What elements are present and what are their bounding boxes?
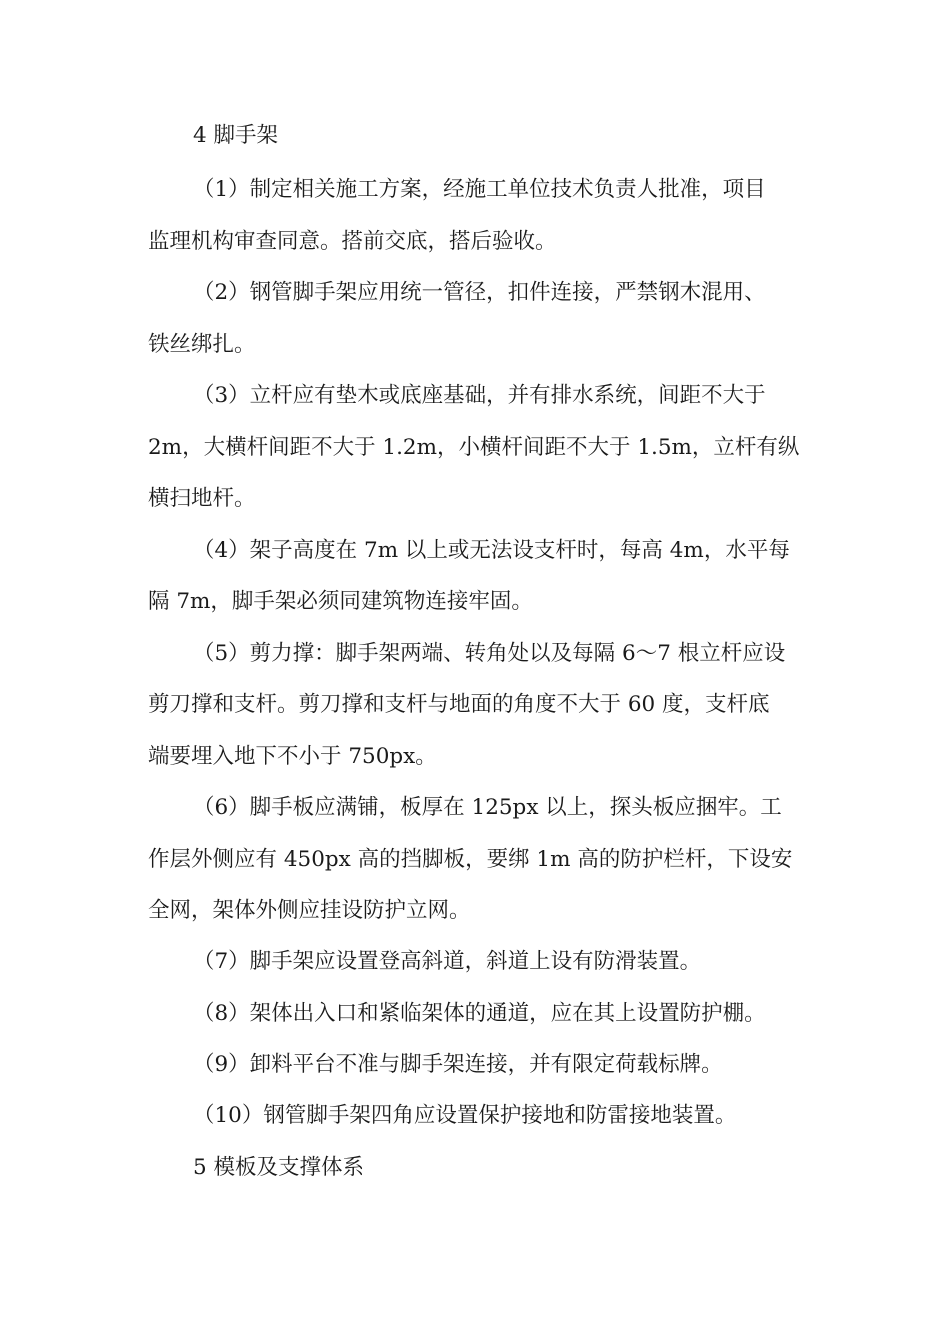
paragraph-10: （10）钢管脚手架四角应设置保护接地和防雷接地装置。 [193, 1103, 737, 1128]
paragraph-5-line-1: （5）剪力撑：脚手架两端、转角处以及每隔 6～7 根立杆应设 [193, 641, 786, 666]
paragraph-5-line-2: 剪刀撑和支杆。剪刀撑和支杆与地面的角度不大于 60 度，支杆底 [148, 692, 770, 717]
paragraph-9: （9）卸料平台不准与脚手架连接，并有限定荷载标牌。 [193, 1052, 723, 1077]
paragraph-3-line-1: （3）立杆应有垫木或底座基础，并有排水系统，间距不大于 [193, 383, 766, 408]
paragraph-6-line-3: 全网，架体外侧应挂设防护立网。 [148, 898, 471, 923]
paragraph-2-line-2: 铁丝绑扎。 [148, 332, 256, 357]
paragraph-1-line-2: 监理机构审查同意。搭前交底，搭后验收。 [148, 229, 557, 254]
section-heading-4: 4 脚手架 [193, 123, 279, 148]
paragraph-6-line-1: （6）脚手板应满铺，板厚在 125px 以上，探头板应捆牢。工 [193, 795, 782, 820]
paragraph-6-line-2: 作层外侧应有 450px 高的挡脚板，要绑 1m 高的防护栏杆，下设安 [148, 847, 793, 872]
paragraph-1-line-1: （1）制定相关施工方案，经施工单位技术负责人批准，项目 [193, 177, 766, 202]
paragraph-5-line-3: 端要埋入地下不小于 750px。 [148, 744, 437, 769]
paragraph-3-line-3: 横扫地杆。 [148, 486, 256, 511]
paragraph-3-line-2: 2m，大横杆间距不大于 1.2m，小横杆间距不大于 1.5m，立杆有纵 [148, 435, 800, 460]
paragraph-2-line-1: （2）钢管脚手架应用统一管径，扣件连接，严禁钢木混用、 [193, 280, 766, 305]
paragraph-4-line-2: 隔 7m，脚手架必须同建筑物连接牢固。 [148, 589, 533, 614]
paragraph-4-line-1: （4）架子高度在 7m 以上或无法设支杆时，每高 4m，水平每 [193, 538, 790, 563]
section-heading-5: 5 模板及支撑体系 [193, 1155, 365, 1180]
paragraph-7: （7）脚手架应设置登高斜道，斜道上设有防滑装置。 [193, 949, 702, 974]
paragraph-8: （8）架体出入口和紧临架体的通道，应在其上设置防护棚。 [193, 1001, 766, 1026]
